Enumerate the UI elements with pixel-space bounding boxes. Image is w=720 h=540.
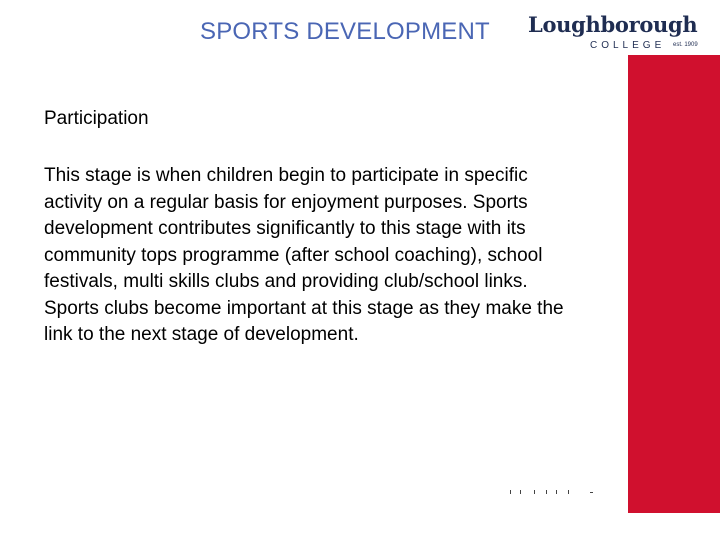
footer-marks (510, 490, 592, 496)
logo-subtitle: COLLEGE (590, 40, 666, 51)
section-heading: Participation (44, 108, 149, 129)
logo-established: est. 1909 (673, 42, 698, 48)
slide-title: SPORTS DEVELOPMENT (200, 18, 490, 45)
college-logo (528, 12, 704, 52)
body-paragraph: This stage is when children begin to participate in specific activity on a regular basis for enjoyment purposes. Sports development contributes significantly to this stage with its community tops programme (after school coaching), school festivals, multi skills clubs and providing club/school links. Sports clubs become important at this stage as they make the link to the next stage of development. (44, 165, 564, 345)
logo-name: Loughborough (528, 12, 698, 37)
accent-bar (628, 55, 720, 513)
